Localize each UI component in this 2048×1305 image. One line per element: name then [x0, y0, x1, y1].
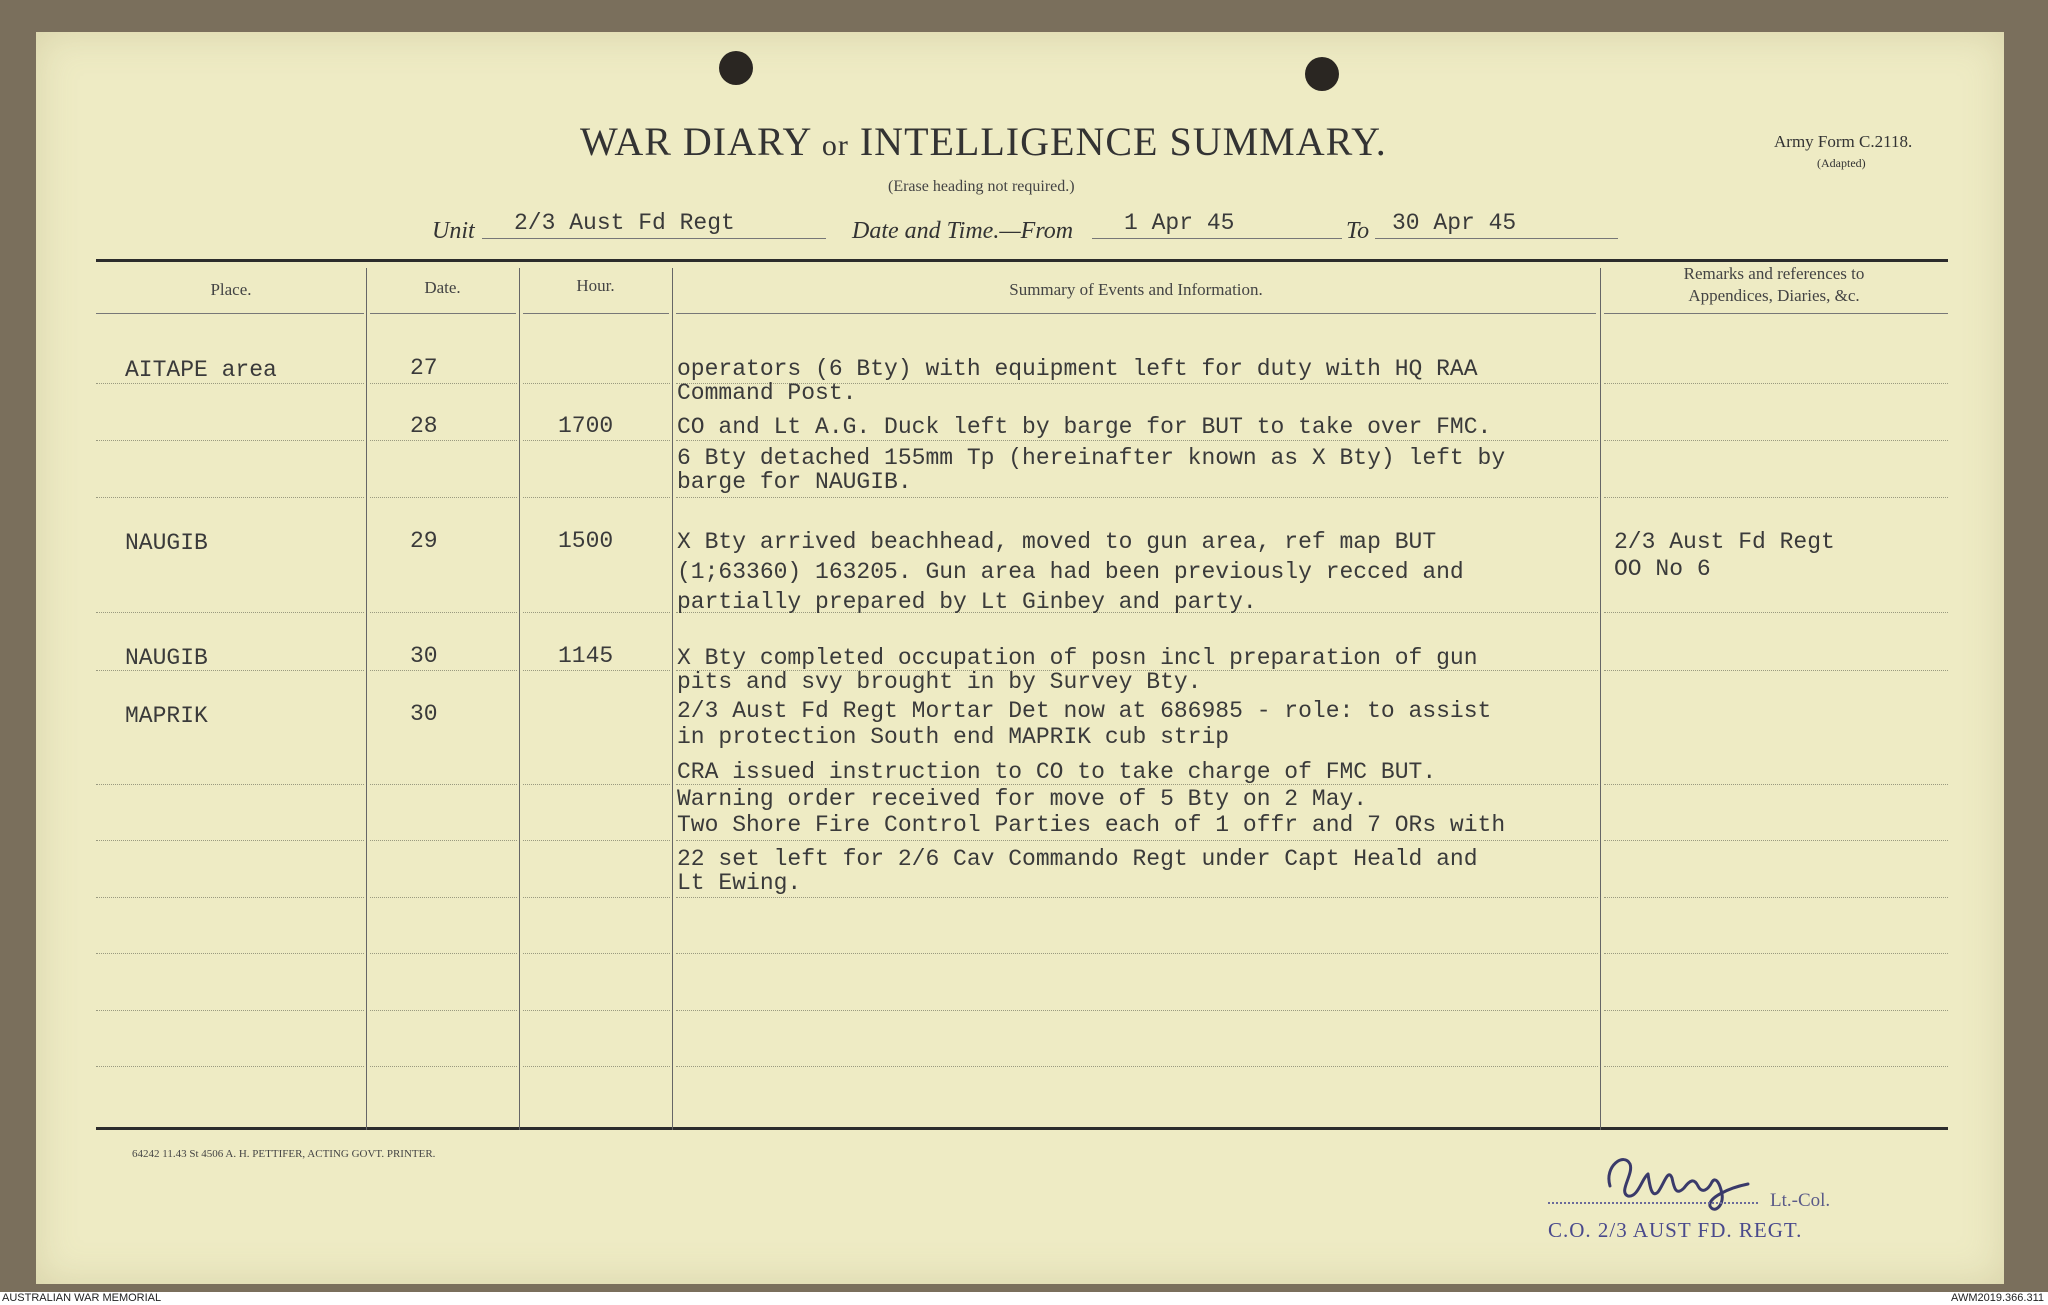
column-divider-date	[519, 268, 520, 1130]
entry-summary-line: Two Shore Fire Control Parties each of 1 offr and 7 ORs with	[677, 812, 1506, 838]
ruled-line	[370, 612, 517, 613]
ruled-line	[523, 897, 670, 898]
ruled-line	[1604, 383, 1948, 384]
header-underline-hour	[523, 313, 669, 314]
entry-remark-line: OO No 6	[1614, 556, 1711, 582]
ruled-line	[96, 612, 364, 613]
to-value: 30 Apr 45	[1392, 210, 1517, 236]
entry-summary-line: CO and Lt A.G. Duck left by barge for BUT to take over FMC.	[677, 414, 1492, 440]
entry-date: 30	[410, 701, 438, 727]
ruled-line	[523, 497, 670, 498]
entry-place: AITAPE area	[125, 357, 277, 383]
unit-underline	[482, 238, 826, 239]
ruled-line	[1604, 612, 1948, 613]
entry-summary-line: pits and svy brought in by Survey Bty.	[677, 669, 1202, 695]
ruled-line	[523, 440, 670, 441]
signature-rank: Lt.-Col.	[1770, 1190, 1831, 1211]
punch-hole-right	[1305, 57, 1339, 91]
ruled-line	[1604, 440, 1948, 441]
header-place: Place.	[210, 280, 252, 299]
header-underline-summary	[676, 313, 1596, 314]
ruled-line	[370, 670, 517, 671]
entry-date: 27	[410, 355, 438, 381]
entry-summary-line: 6 Bty detached 155mm Tp (hereinafter known as X Bty) left by	[677, 445, 1506, 471]
ruled-line	[96, 897, 364, 898]
commanding-officer-stamp: C.O. 2/3 AUST FD. REGT.	[1548, 1218, 1803, 1242]
entry-summary-line: operators (6 Bty) with equipment left for duty with HQ RAA	[677, 356, 1478, 382]
form-title	[580, 118, 1387, 165]
table-bottom-rule	[96, 1127, 1948, 1130]
entry-hour: 1145	[558, 643, 614, 669]
printer-imprint: 64242 11.43 St 4506 A. H. PETTIFER, ACTING GOVT. PRINTER.	[132, 1148, 436, 1160]
entry-summary-line: Lt Ewing.	[677, 870, 802, 896]
ruled-line	[370, 497, 517, 498]
form-subtitle: (Erase heading not required.)	[888, 178, 1075, 195]
ruled-line	[1604, 1010, 1948, 1011]
unit-value: 2/3 Aust Fd Regt	[514, 210, 735, 236]
header-remarks-line2: Appendices, Diaries, &c.	[1688, 286, 1860, 305]
entry-summary-line: (1;63360) 163205. Gun area had been previously recced and	[677, 559, 1464, 585]
ruled-line	[1604, 670, 1948, 671]
header-underline-place	[96, 313, 364, 314]
form-title-rest: INTELLIGENCE SUMMARY.	[859, 119, 1387, 164]
ruled-line	[523, 383, 670, 384]
header-hour: Hour.	[576, 276, 615, 295]
entry-summary-line: Warning order received for move of 5 Bty on 2 May.	[677, 786, 1368, 812]
from-value: 1 Apr 45	[1124, 210, 1235, 236]
ruled-line	[676, 440, 1598, 441]
ruled-line	[96, 953, 364, 954]
ruled-line	[676, 1066, 1598, 1067]
ruled-line	[96, 1010, 364, 1011]
ruled-line	[1604, 784, 1948, 785]
ruled-line	[96, 440, 364, 441]
punch-hole-left	[719, 51, 753, 85]
ruled-line	[1604, 840, 1948, 841]
ruled-line	[370, 1066, 517, 1067]
ruled-line	[96, 383, 364, 384]
ruled-line	[676, 953, 1598, 954]
column-divider-summary	[1600, 268, 1601, 1130]
entry-place: NAUGIB	[125, 530, 208, 556]
header-remarks-line1: Remarks and references to	[1683, 264, 1865, 283]
entry-summary-line: X Bty completed occupation of posn incl preparation of gun	[677, 645, 1478, 671]
entry-summary-line: X Bty arrived beachhead, moved to gun area, ref map BUT	[677, 529, 1437, 555]
entry-summary-line: CRA issued instruction to CO to take charge of FMC BUT.	[677, 759, 1437, 785]
unit-label: Unit	[432, 218, 475, 244]
ruled-line	[96, 1066, 364, 1067]
entry-summary-line: partially prepared by Lt Ginbey and party.	[677, 589, 1257, 615]
ruled-line	[523, 784, 670, 785]
header-date: Date.	[424, 278, 461, 297]
army-form-note: (Adapted)	[1817, 156, 1866, 170]
ruled-line	[523, 1010, 670, 1011]
ruled-line	[1604, 497, 1948, 498]
ruled-line	[370, 1010, 517, 1011]
form-title-main: WAR DIARY	[580, 119, 811, 164]
ruled-line	[523, 840, 670, 841]
ruled-line	[1604, 1066, 1948, 1067]
ruled-line	[96, 840, 364, 841]
ruled-line	[96, 497, 364, 498]
entry-summary-line: 2/3 Aust Fd Regt Mortar Det now at 686985 - role: to assist	[677, 698, 1492, 724]
from-underline	[1092, 238, 1342, 239]
header-underline-remarks	[1604, 313, 1948, 314]
entry-hour: 1700	[558, 413, 614, 439]
entry-date: 29	[410, 528, 438, 554]
ruled-line	[676, 497, 1598, 498]
ruled-line	[370, 440, 517, 441]
entry-hour: 1500	[558, 528, 614, 554]
table-top-rule	[96, 259, 1948, 262]
entry-date: 30	[410, 643, 438, 669]
signature-dotted-line	[1548, 1202, 1758, 1204]
column-divider-hour	[672, 268, 673, 1130]
army-form-number: Army Form C.2118.	[1774, 132, 1913, 151]
ruled-line	[96, 784, 364, 785]
header-underline-date	[370, 313, 516, 314]
entry-summary-line: 22 set left for 2/6 Cav Commando Regt under Capt Heald and	[677, 846, 1478, 872]
ruled-line	[370, 953, 517, 954]
ruled-line	[523, 953, 670, 954]
ruled-line	[523, 612, 670, 613]
entry-remark-line: 2/3 Aust Fd Regt	[1614, 529, 1835, 555]
date-time-label: Date and Time.—From	[852, 218, 1074, 244]
archive-reference: AWM2019.366.311	[1951, 1292, 2044, 1304]
handwritten-signature	[1598, 1148, 1758, 1218]
ruled-line	[523, 1066, 670, 1067]
ruled-line	[523, 670, 670, 671]
ruled-line	[676, 840, 1598, 841]
entry-date: 28	[410, 413, 438, 439]
ruled-line	[370, 897, 517, 898]
column-divider-place	[366, 268, 367, 1130]
to-underline	[1375, 238, 1618, 239]
entry-summary-line: Command Post.	[677, 380, 857, 406]
ruled-line	[1604, 953, 1948, 954]
entry-place: NAUGIB	[125, 645, 208, 671]
entry-summary-line: barge for NAUGIB.	[677, 469, 912, 495]
form-title-or: or	[821, 129, 849, 162]
entry-summary-line: in protection South end MAPRIK cub strip	[677, 724, 1230, 750]
ruled-line	[370, 840, 517, 841]
ruled-line	[370, 784, 517, 785]
ruled-line	[370, 383, 517, 384]
to-label: To	[1346, 218, 1370, 244]
ruled-line	[676, 897, 1598, 898]
archive-credit: AUSTRALIAN WAR MEMORIAL	[2, 1292, 162, 1304]
ruled-line	[1604, 897, 1948, 898]
header-summary: Summary of Events and Information.	[1009, 280, 1263, 299]
entry-place: MAPRIK	[125, 703, 208, 729]
ruled-line	[676, 1010, 1598, 1011]
